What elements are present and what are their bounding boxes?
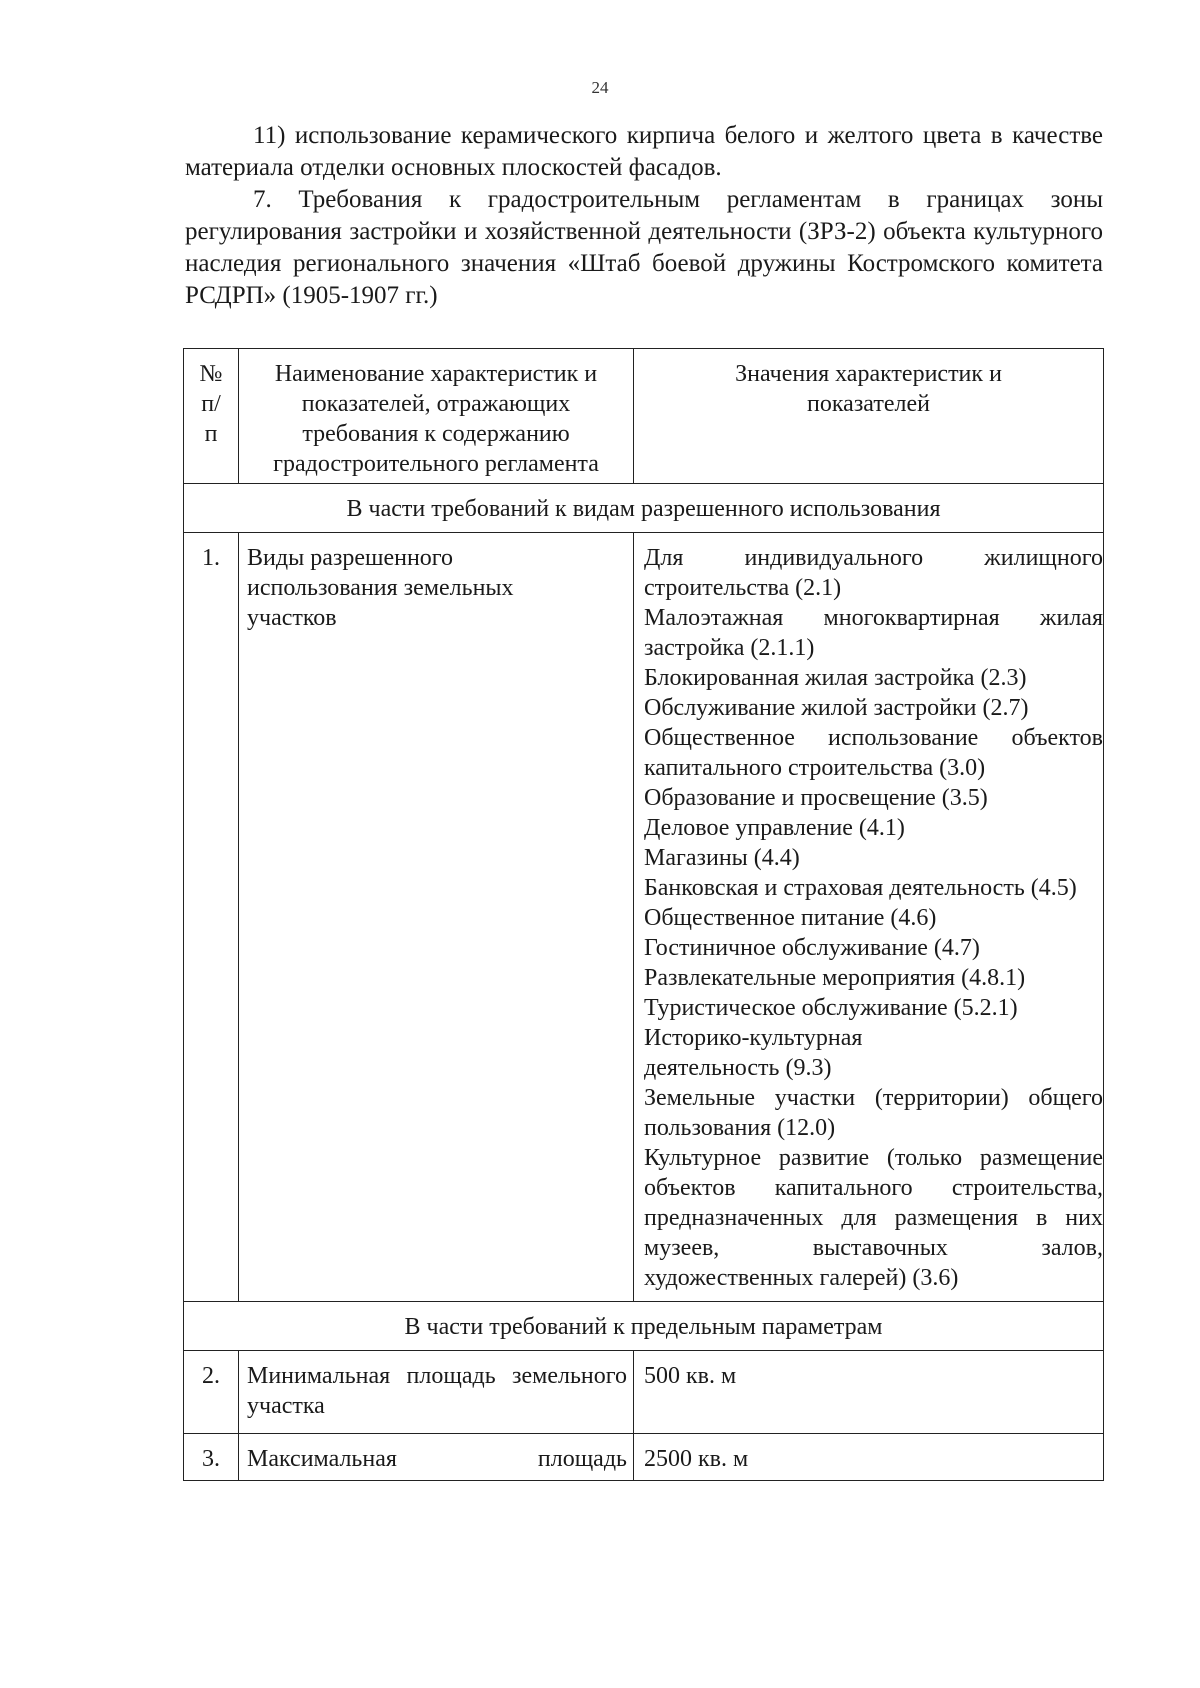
list-item: Для индивидуального жилищного строительства (2.1) (644, 545, 1103, 601)
regulation-table (183, 348, 1104, 1481)
header-name: Наименование характеристик и показателей, отражающих требования к содержанию градостроительного регламента (239, 349, 634, 484)
list-item: Гостиничное обслуживание (4.7) (644, 935, 980, 961)
section-title: В части требований к предельным параметрам (184, 1302, 1104, 1351)
paragraph-item-7: 7. Требования к градостроительным регламентам в границах зоны регулирования застройки и хозяйственной деятельности (ЗРЗ-2) объекта культурного наследия регионального значения «Штаб боевой дружины Костромского комитета РСДРП» (1905-1907 гг.) (185, 186, 1103, 309)
list-item: Обслуживание жилой застройки (2.7) (644, 695, 1029, 721)
page-number: 24 (591, 78, 609, 97)
list-item: Образование и просвещение (3.5) (644, 785, 988, 811)
row-value: 2500 кв. м (634, 1434, 1104, 1481)
list-item: Деловое управление (4.1) (644, 815, 905, 841)
row-number: 2. (184, 1351, 239, 1434)
list-item: Историко-культурная деятельность (9.3) (644, 1025, 863, 1081)
paragraph-item-11: 11) использование керамического кирпича белого и желтого цвета в качестве материала отделки основных плоскостей фасадов. (185, 122, 1103, 181)
list-item: Общественное питание (4.6) (644, 905, 937, 931)
row-name-text: Минимальная площадь земельного участка (247, 1363, 627, 1419)
table-row (184, 1351, 1104, 1434)
list-item: Развлекательные мероприятия (4.8.1) (644, 965, 1026, 991)
row-number: 3. (184, 1434, 239, 1481)
section-row-limit-parameters (184, 1302, 1104, 1351)
list-item: Малоэтажная многоквартирная жилая застройка (2.1.1) (644, 605, 1103, 661)
list-item: Туристическое обслуживание (5.2.1) (644, 995, 1018, 1021)
row-name (239, 1351, 634, 1434)
row-name (239, 1434, 634, 1481)
table-header-row (184, 349, 1104, 484)
section-row-permitted-use (184, 484, 1104, 533)
list-item: Банковская и страховая деятельность (4.5) (644, 875, 1077, 901)
header-num: № п/п (184, 349, 239, 484)
row-value: 500 кв. м (634, 1351, 1104, 1434)
list-item: Культурное развитие (только размещение объектов капитального строительства, предназначенных для размещения в них музеев, выставочных залов, художественных галерей) (3.6) (644, 1145, 1103, 1291)
table-row (184, 1434, 1104, 1481)
row-name-text: Максимальная площадь (247, 1446, 627, 1472)
intro-text (185, 120, 1103, 312)
table-row (184, 533, 1104, 1302)
list-item: Общественное использование объектов капитального строительства (3.0) (644, 725, 1103, 781)
list-item: Магазины (4.4) (644, 845, 800, 871)
row-name: Виды разрешенного использования земельных участков (239, 533, 634, 1302)
header-value: Значения характеристик и показателей (634, 349, 1104, 484)
row-number: 1. (184, 533, 239, 1302)
list-item: Земельные участки (территории) общего пользования (12.0) (644, 1085, 1103, 1141)
permitted-use-list (634, 533, 1104, 1302)
section-title: В части требований к видам разрешенного использования (184, 484, 1104, 533)
list-item: Блокированная жилая застройка (2.3) (644, 665, 1027, 691)
